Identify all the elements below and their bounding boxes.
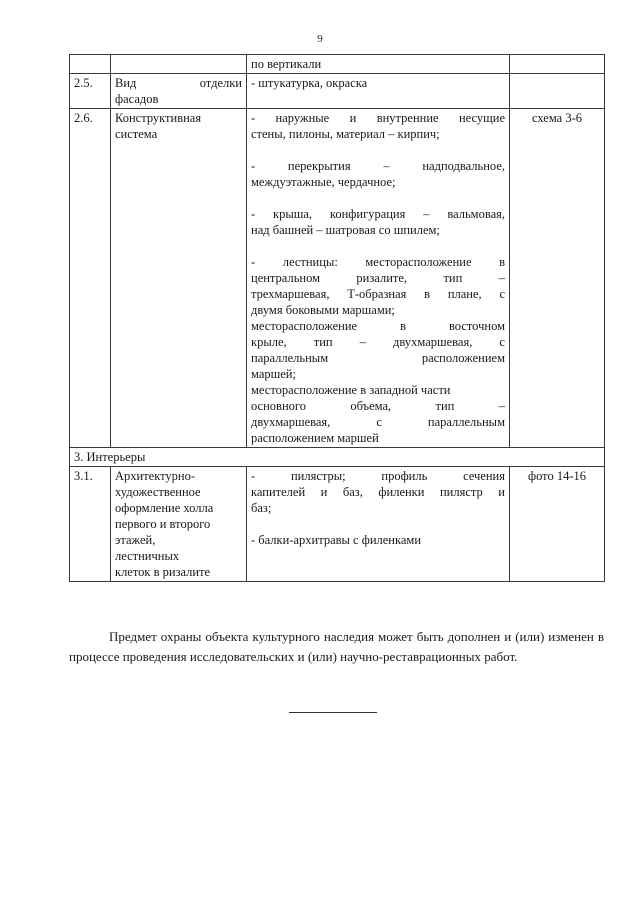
- cell-line: расположением маршей: [251, 431, 379, 445]
- cell-line: - перекрытия – надподвальное,: [251, 159, 505, 173]
- cell-line: месторасположение в западной части: [251, 383, 451, 397]
- table-row-2-6: [70, 109, 605, 448]
- end-rule: [289, 712, 377, 713]
- page-number: 9: [317, 33, 323, 45]
- cell-line: центральном ризалите, тип –: [251, 271, 505, 285]
- cell-line: оформление холла: [115, 501, 214, 515]
- closing-paragraph: Предмет охраны объекта культурного наследия может быть дополнен и (или) изменен в процессе проведения исследовательских и (или) научно-реставрационных работ.: [69, 629, 604, 664]
- content-cell: [247, 74, 510, 109]
- cell-line: - крыша, конфигурация – вальмовая,: [251, 207, 505, 221]
- reference-cell: [510, 74, 605, 109]
- cell-line: крыле, тип – двухмаршевая, с: [251, 335, 505, 349]
- cell-line: клеток в ризалите: [115, 565, 211, 579]
- table-row-2-5: [70, 74, 605, 109]
- cell-line: междуэтажные, чердачное;: [251, 175, 396, 189]
- cell-line: лестничных: [115, 549, 180, 563]
- protection-subject-table: [69, 54, 605, 582]
- cell-line: - лестницы: месторасположение в: [251, 255, 505, 269]
- row-number: 2.5.: [70, 74, 111, 109]
- cell-line: система: [115, 127, 158, 141]
- reference-cell: схема 3-6: [510, 109, 605, 448]
- cell-line: основного объема, тип –: [251, 399, 505, 413]
- cell-line: трехмаршевая, Т-образная в плане, с: [251, 287, 505, 301]
- cell-line: параллельным расположением: [251, 351, 505, 365]
- cell-line: Вид отделки: [115, 76, 242, 90]
- cell-line: Конструктивная: [115, 111, 202, 125]
- cell-line: маршей;: [251, 367, 296, 381]
- content-cell: [247, 55, 510, 74]
- cell-line: двухмаршевая, с параллельным: [251, 415, 505, 429]
- cell-line: фасадов: [115, 92, 159, 106]
- content-cell: [247, 467, 510, 582]
- cell-line: первого и второго: [115, 517, 211, 531]
- cell-line: над башней – шатровая со шпилем;: [251, 223, 440, 237]
- cell-line: двумя боковыми маршами;: [251, 303, 395, 317]
- cell-line: капителей и баз, филенки пилястр и: [251, 485, 505, 499]
- cell-line: - наружные и внутренние несущие: [251, 111, 505, 125]
- row-number: 3.1.: [70, 467, 111, 582]
- cell-line: баз;: [251, 501, 272, 515]
- cell-line: - штукатурка, окраска: [251, 76, 368, 90]
- title-cell: [111, 467, 247, 582]
- cell-line: по вертикали: [251, 57, 322, 71]
- table-row-3-1: [70, 467, 605, 582]
- reference-cell: фото 14-16: [510, 467, 605, 582]
- title-cell: [111, 74, 247, 109]
- cell-line: месторасположение в восточном: [251, 319, 505, 333]
- section-label: 3. Интерьеры: [70, 448, 605, 467]
- cell-line: - пилястры; профиль сечения: [251, 469, 505, 483]
- table-row-continuation: [70, 55, 605, 74]
- table-section-row: [70, 448, 605, 467]
- cell-line: - балки-архитравы с филенками: [251, 533, 422, 547]
- content-cell: [247, 109, 510, 448]
- row-number: 2.6.: [70, 109, 111, 448]
- cell-line: стены, пилоны, материал – кирпич;: [251, 127, 440, 141]
- title-cell: [111, 109, 247, 448]
- cell-line: художественное: [115, 485, 201, 499]
- cell-line: этажей,: [115, 533, 156, 547]
- cell-line: Архитектурно-: [115, 469, 196, 483]
